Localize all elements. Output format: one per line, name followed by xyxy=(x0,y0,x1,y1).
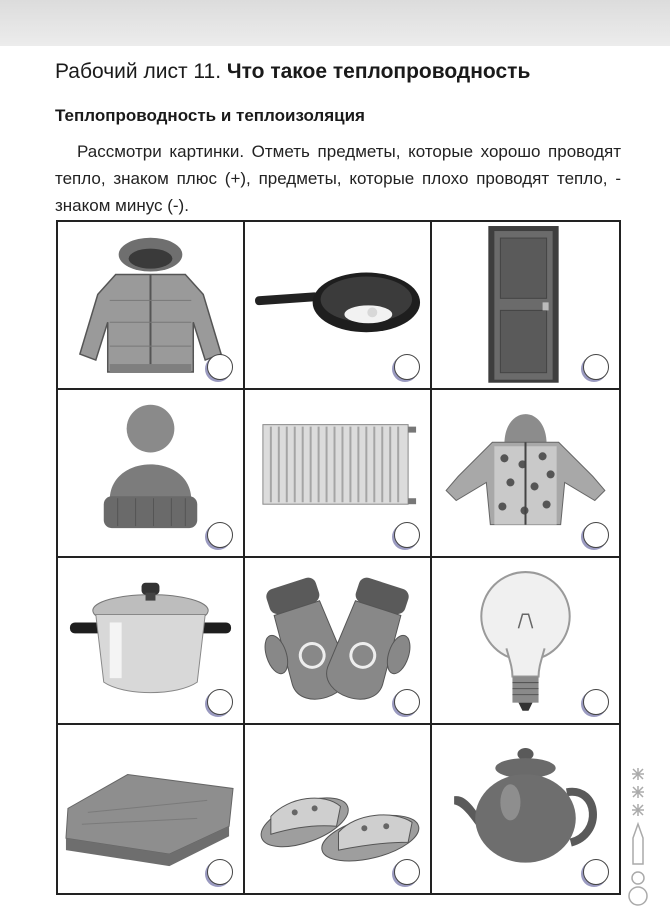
answer-circle[interactable] xyxy=(207,522,233,548)
answer-circle[interactable] xyxy=(394,354,420,380)
answer-circle[interactable] xyxy=(394,522,420,548)
item-cell-slippers xyxy=(245,725,432,893)
side-decoration xyxy=(628,768,648,908)
item-cell-blanket xyxy=(58,725,245,893)
answer-circle[interactable] xyxy=(207,859,233,885)
item-cell-teapot xyxy=(432,725,619,893)
rocket-icon xyxy=(633,824,643,864)
answer-circle[interactable] xyxy=(583,859,609,885)
item-cell-jacket xyxy=(58,222,245,390)
instruction-text: Рассмотри картинки. Отметь предметы, которые хорошо проводят тепло, знаком плюс (+), предметы, которые плохо проводят тепло, - знаком минус (-). xyxy=(55,142,621,215)
item-cell-pot xyxy=(58,558,245,726)
answer-circle[interactable] xyxy=(207,354,233,380)
item-cell-mittens xyxy=(245,558,432,726)
answer-circle[interactable] xyxy=(394,859,420,885)
item-cell-frying-pan xyxy=(245,222,432,390)
item-cell-sweater xyxy=(432,390,619,558)
snowflake-icon xyxy=(632,804,644,816)
title-prefix: Рабочий лист 11. xyxy=(55,60,222,83)
title-main: Что такое теплопроводность xyxy=(226,60,531,83)
item-cell-door xyxy=(432,222,619,390)
item-cell-radiator xyxy=(245,390,432,558)
answer-circle[interactable] xyxy=(583,354,609,380)
items-grid xyxy=(56,220,621,895)
snowflake-icon xyxy=(632,768,644,780)
snowflake-icon xyxy=(632,786,644,798)
worksheet-title xyxy=(55,60,530,84)
item-cell-bulb xyxy=(432,558,619,726)
section-subtitle: Теплопроводность и теплоизоляция xyxy=(55,106,365,125)
item-cell-hat xyxy=(58,390,245,558)
top-page-band xyxy=(0,0,670,46)
answer-circle[interactable] xyxy=(583,522,609,548)
snowman-icon xyxy=(629,872,647,905)
